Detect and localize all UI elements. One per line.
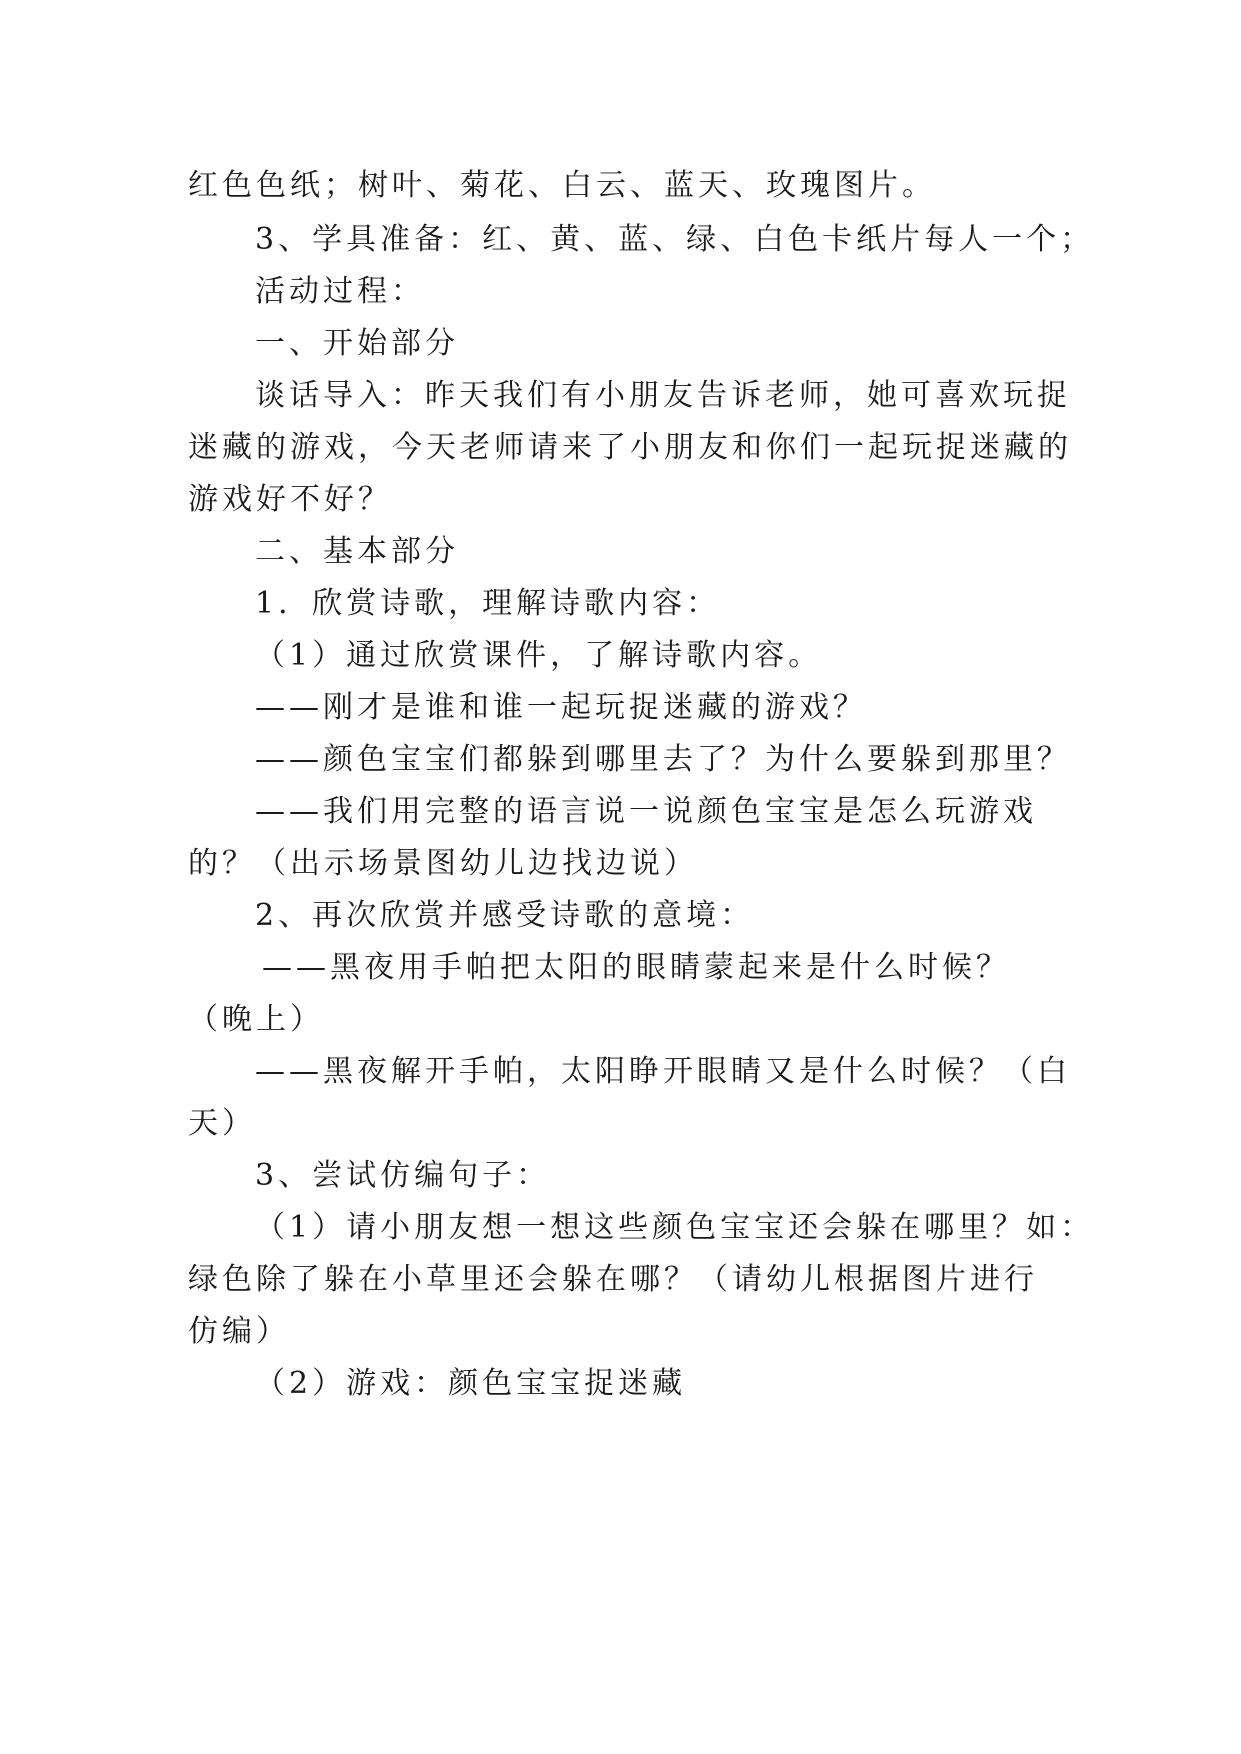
text-line: 3、尝试仿编句子： — [255, 1158, 551, 1193]
text-line: 迷藏的游戏，今天老师请来了小朋友和你们一起玩捉迷藏的 — [188, 430, 1072, 465]
text-line: 仿编） — [188, 1314, 290, 1349]
text-line: 活动过程： — [255, 274, 425, 309]
text-line: 谈话导入：昨天我们有小朋友告诉老师，她可喜欢玩捉 — [255, 378, 1071, 413]
text-line: 的？（出示场景图幼儿边找边说） — [188, 846, 698, 881]
text-line: 天） — [188, 1106, 256, 1141]
section-heading: 二、基本部分 — [255, 534, 459, 569]
text-line: 2、再次欣赏并感受诗歌的意境： — [255, 898, 755, 933]
text-line: ——颜色宝宝们都躲到哪里去了？为什么要躲到那里？ — [255, 742, 1071, 777]
text-line: 3、学具准备：红、黄、蓝、绿、白色卡纸片每人一个； — [255, 222, 1095, 257]
text-line: ——我们用完整的语言说一说颜色宝宝是怎么玩游戏 — [255, 794, 1037, 829]
text-line: （2）游戏：颜色宝宝捉迷藏 — [255, 1366, 687, 1401]
text-line: （1）请小朋友想一想这些颜色宝宝还会躲在哪里？如： — [255, 1210, 1095, 1245]
text-line: 红色色纸；树叶、菊花、白云、蓝天、玫瑰图片。 — [188, 168, 936, 203]
text-line: ——刚才是谁和谁一起玩捉迷藏的游戏？ — [255, 690, 867, 725]
section-heading: 一、开始部分 — [255, 326, 459, 361]
text-line: （晚上） — [188, 1002, 324, 1037]
text-line: ——黑夜用手帕把太阳的眼睛蒙起来是什么时候？ — [262, 950, 1010, 985]
text-line: ——黑夜解开手帕，太阳睁开眼睛又是什么时候？（白 — [255, 1054, 1071, 1089]
text-line: （1）通过欣赏课件，了解诗歌内容。 — [255, 638, 823, 673]
text-line: 游戏好不好？ — [188, 482, 392, 517]
text-line: 1．欣赏诗歌，理解诗歌内容： — [255, 586, 721, 621]
text-line: 绿色除了躲在小草里还会躲在哪？（请幼儿根据图片进行 — [188, 1262, 1038, 1297]
